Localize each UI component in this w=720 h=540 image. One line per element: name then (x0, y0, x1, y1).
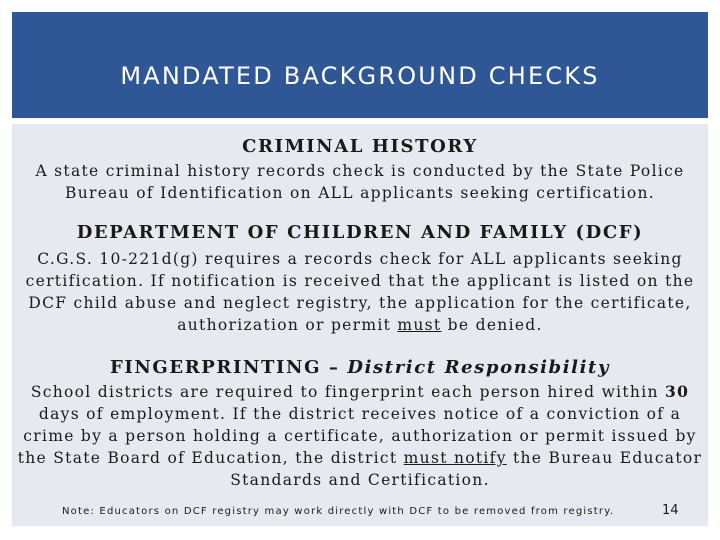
page-number: 14 (662, 503, 679, 518)
text-line: C.G.S. 10-221d(g) requires a records check for ALL applicants seeking (37, 250, 683, 268)
text-line: crime by a person holding a certificate, authorization or permit issued by (23, 427, 697, 445)
text-line: DCF child abuse and neglect registry, the application for the certificate, (28, 294, 692, 312)
heading-main: FINGERPRINTING – (109, 357, 348, 378)
criminal-history-text (16, 160, 704, 204)
text-line: A state criminal history records check is conducted by the State Police (35, 162, 685, 180)
text-line: certification. If notification is received that the applicant is listed on the (25, 272, 695, 290)
emphasis-30: 30 (664, 382, 690, 401)
heading-fingerprinting (0, 357, 720, 378)
heading-criminal-history: CRIMINAL HISTORY (242, 136, 478, 157)
heading-dcf: DEPARTMENT OF CHILDREN AND FAMILY (DCF) (76, 222, 644, 243)
slide-title: MANDATED BACKGROUND CHECKS (120, 62, 600, 90)
heading-subtitle: District Responsibility (347, 357, 611, 378)
text-line: Bureau of Identification on ALL applicants seeking certification. (65, 184, 655, 202)
emphasis-must-notify: must notify (403, 449, 507, 467)
text-segment: authorization or permit (177, 316, 398, 334)
text-line (16, 381, 704, 403)
text-line: Standards and Certification. (230, 471, 490, 489)
text-line: days of employment. If the district receives notice of a conviction of a (38, 405, 682, 423)
text-segment: be denied. (441, 316, 543, 334)
emphasis-must: must (397, 316, 442, 334)
footnote: Note: Educators on DCF registry may work directly with DCF to be removed from registry. (62, 506, 615, 517)
dcf-text (16, 248, 704, 336)
text-line (16, 314, 704, 336)
text-segment: the State Board of Education, the district (17, 449, 404, 467)
text-segment: School districts are required to fingerprint each person hired within (30, 383, 665, 401)
fingerprinting-text (16, 381, 704, 491)
title-bar (12, 12, 708, 118)
text-segment: the Bureau Educator (506, 449, 703, 467)
text-line (16, 447, 704, 469)
